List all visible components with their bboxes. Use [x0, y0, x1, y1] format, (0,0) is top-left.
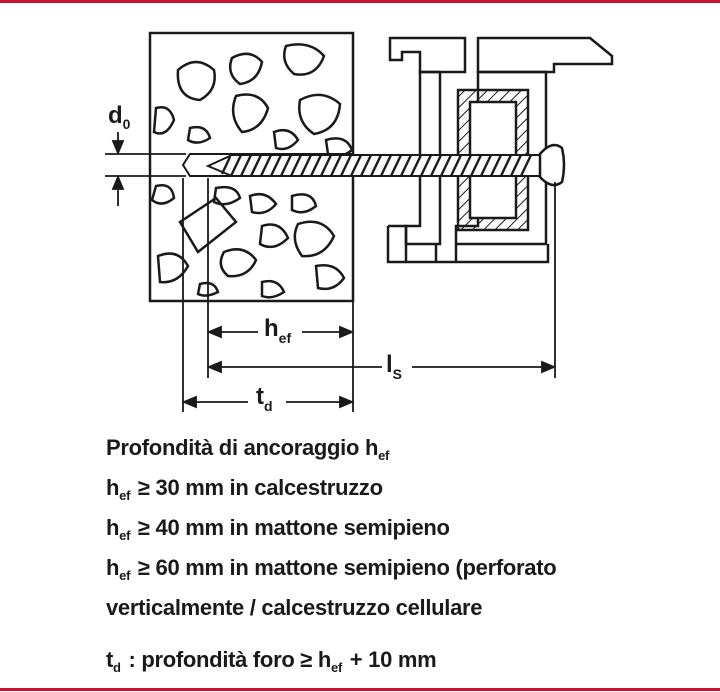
note-hole-depth: $t_d$ : profondità foro ≥ $h_{ef} + 10$ mm	[106, 647, 437, 675]
ls-label: $l_S$	[386, 351, 403, 382]
d0-label: $d_0$	[108, 102, 131, 132]
anchoring-notes	[106, 432, 706, 684]
note-perforated-brick: $h_{ef} \ge 60$ mm in mattone semipieno (perforato	[106, 555, 557, 583]
note-semisolid-brick: $h_{ef} \ge 40$ mm in mattone semipieno	[106, 515, 450, 543]
note-concrete: $h_{ef} \ge 30$ mm in calcestruzzo	[106, 475, 383, 503]
note-cellular-concrete: verticalmente / calcestruzzo cellulare	[106, 595, 483, 620]
ls-dimension	[209, 362, 554, 372]
screw-head	[540, 145, 564, 185]
bottom-accent-rule	[0, 688, 720, 691]
hef-label: $h_{ef}$	[264, 315, 292, 346]
note-anchorage-depth: Profondità di ancoraggio $h_{ef}$	[106, 435, 390, 463]
td-label: $t_d$	[256, 383, 273, 414]
window-frame-profile	[388, 38, 612, 262]
notes-spacer	[106, 624, 706, 644]
